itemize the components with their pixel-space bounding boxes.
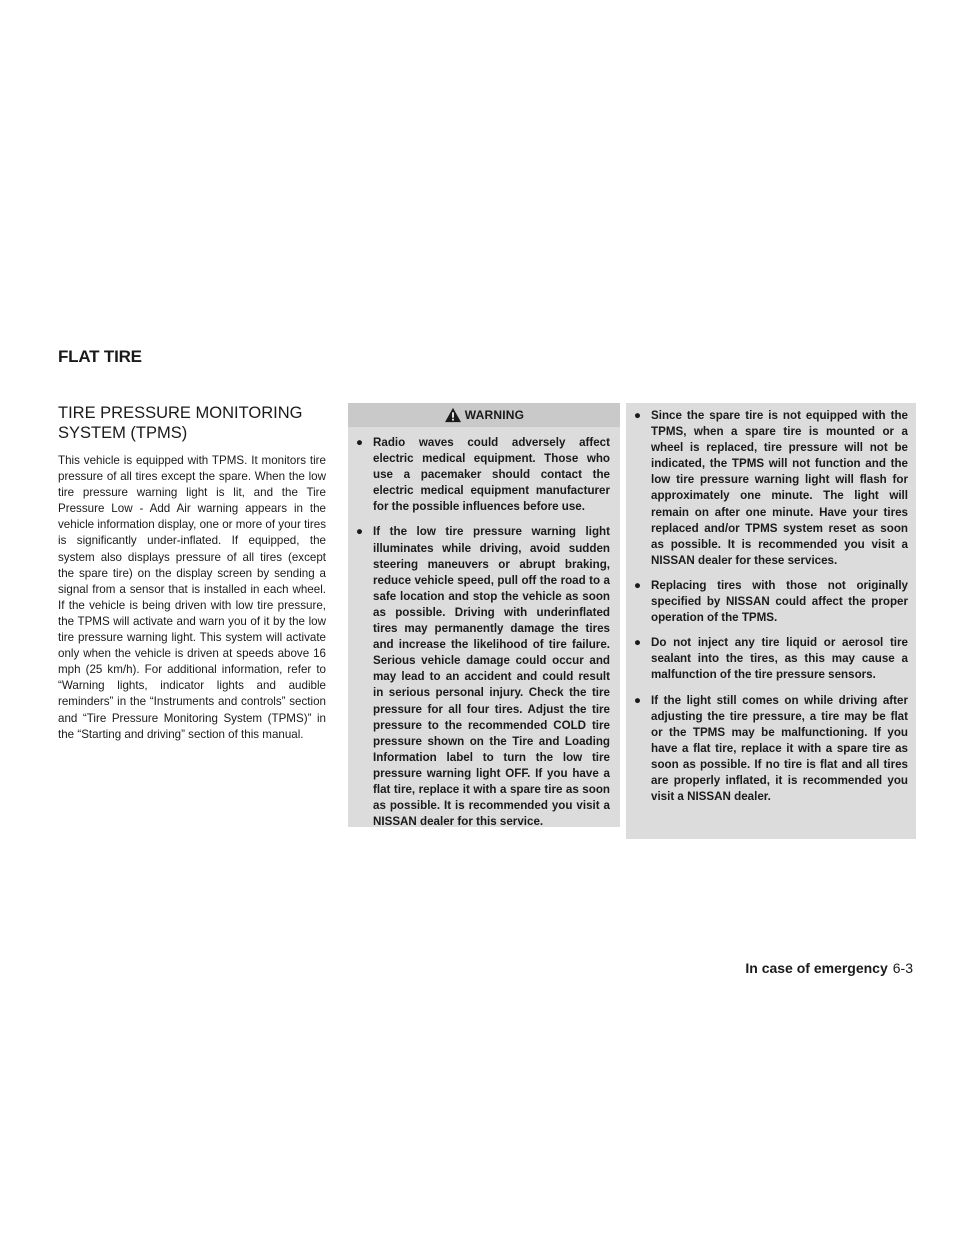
warning-item — [634, 693, 908, 806]
subheading — [58, 403, 326, 443]
bullet: ● — [356, 436, 364, 449]
warning-item — [356, 524, 610, 830]
body-paragraph: This vehicle is equipped with TPMS. It monitors tire pressure of all tires except the spare. When the low tire pressure warning light is lit, and the Tire Pressure Low - Add Air warning appears in the vehicle information display, one or more of your tires is significantly under-inflated. If equipped, the system also displays pressure of all tires (except the spare tire) on the display screen by sending a signal from a sensor that is installed in each wheel. If the vehicle is being driven with low tire pressure, the TPMS will activate and warn you of it by the low tire pressure warning light. This system will activate only when the vehicle is driven at speeds above 16 mph (25 km/h). For additional information, refer to “Warning lights, indicator lights and audible reminders” in the “Instruments and controls” section and “Tire Pressure Monitoring System (TPMS)” in the “Starting and driving” section of this manual. — [58, 454, 326, 741]
warning-item-text: Since the spare tire is not equipped with the TPMS, when a spare tire is mounted or a wheel is replaced, tire pressure will not be indicated, the TPMS will not function and the low tire pressure warning light will flash for approximately one minute. The light will remain on after one minute. Have your tires replaced and/or TPMS system reset as soon as possible. It is recommended you visit a NISSAN dealer for these services. — [651, 409, 908, 567]
warning-item — [634, 578, 908, 626]
warning-item — [634, 408, 908, 569]
warning-item-text: Do not inject any tire liquid or aerosol tire sealant into the tires, as this may cause a malfunction of the tire pressure sensors. — [651, 636, 908, 682]
subheading-line-2: SYSTEM (TPMS) — [58, 424, 188, 442]
warning-item — [634, 635, 908, 683]
warning-list-middle — [356, 435, 610, 830]
bullet: ● — [634, 409, 642, 422]
warning-label: WARNING — [464, 408, 525, 422]
bullet: ● — [356, 525, 364, 539]
warning-header — [348, 403, 620, 427]
warning-item-text: If the low tire pressure warning light illuminates while driving, avoid sudden steering maneuvers or abrupt braking, reduce vehicle speed, pull off the road to a safe location and stop the vehicle as soon as possible. Driving with underinflated tires may permanently damage the tires and increase the likelihood of tire failure. Serious vehicle damage could occur and may lead to an accident and could result in serious personal injury. Check the tire pressure for all four tires. Adjust the tire pressure to the recommended COLD tire pressure shown on the Tire and Loading Information label to turn the low tire pressure warning light OFF. If you have a flat tire, replace it with a spare tire as soon as possible. It is recommended you visit a NISSAN dealer for this service. — [373, 525, 610, 829]
section-title: FLAT TIRE — [58, 347, 142, 366]
warning-item — [356, 435, 610, 515]
warning-box-right — [626, 403, 916, 839]
left-column — [58, 403, 326, 743]
bullet: ● — [634, 693, 642, 707]
page-number: 6-3 — [892, 960, 913, 976]
footer-chapter: In case of emergency — [745, 960, 888, 976]
warning-item-text: Radio waves could adversely affect electric medical equipment. Those who use a pacemaker should contact the electric medical equipment manufacturer for the possible influences before use. — [373, 436, 610, 514]
subheading-line-1: TIRE PRESSURE MONITORING — [58, 404, 303, 422]
page-footer — [745, 960, 913, 976]
warning-item-text: If the light still comes on while driving after adjusting the tire pressure, a tire may be flat or the TPMS may be malfunctioning. If you have a flat tire, replace it with a spare tire as soon as possible. If no tire is flat and all tires are properly inflated, it is recommended you visit a NISSAN dealer. — [651, 693, 908, 804]
bullet: ● — [634, 636, 642, 650]
warning-box-middle — [348, 403, 620, 827]
warning-list-right — [634, 408, 908, 805]
warning-item-text: Replacing tires with those not originally specified by NISSAN could affect the proper operation of the TPMS. — [651, 578, 908, 625]
warning-triangle-icon — [444, 407, 462, 423]
bullet: ● — [634, 578, 642, 592]
